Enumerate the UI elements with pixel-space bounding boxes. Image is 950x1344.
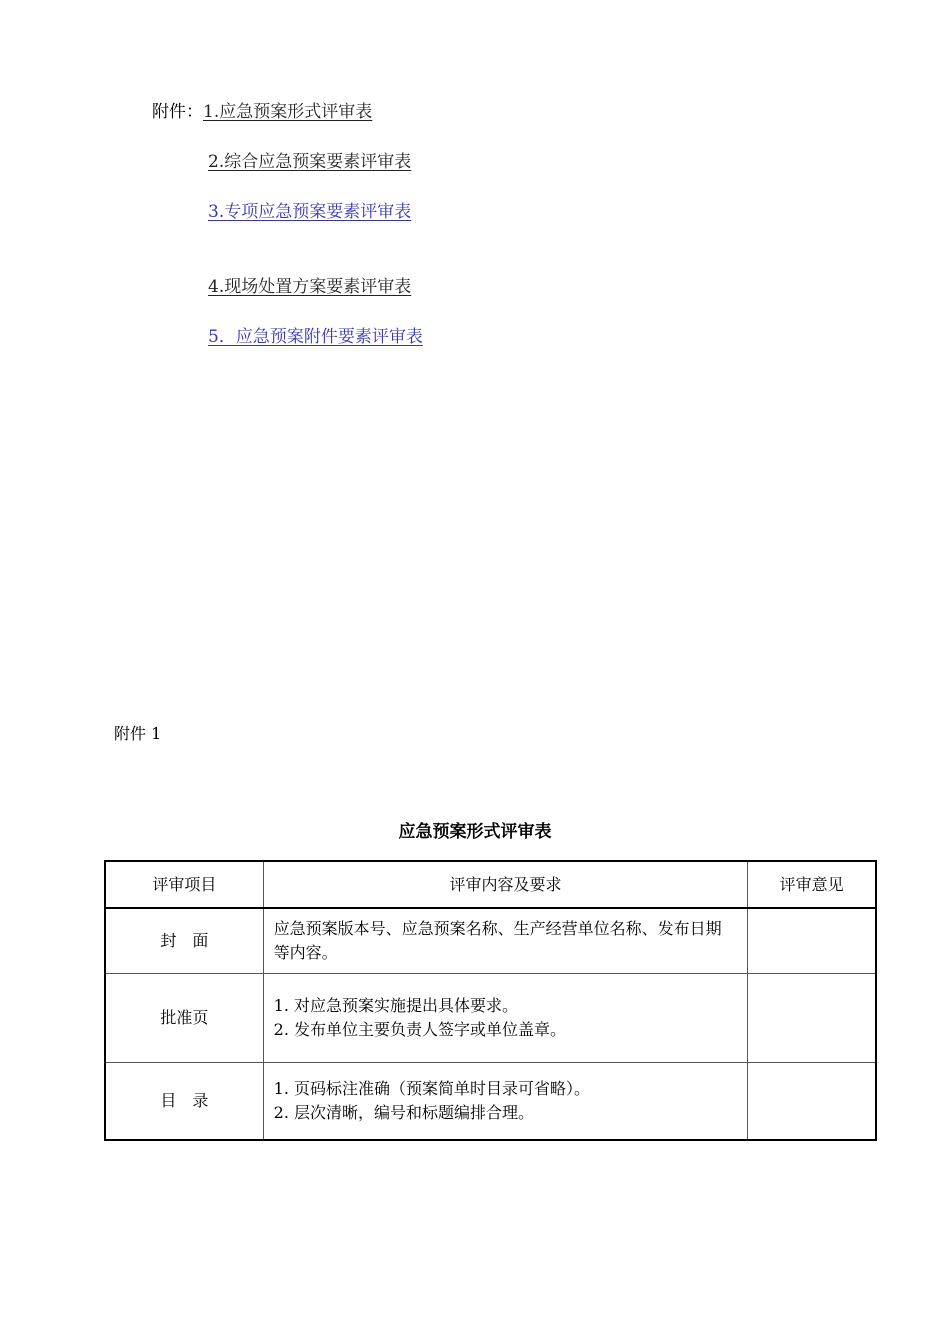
- row-item-cover: 封 面: [105, 908, 263, 974]
- review-table: [104, 860, 877, 1141]
- toc-link-special-review[interactable]: 3.专项应急预案要素评审表: [208, 202, 412, 222]
- table-row: [105, 974, 876, 1063]
- attachment-number-label: 附件 1: [114, 724, 162, 743]
- table-row: [105, 1063, 876, 1141]
- requirement-line: 1. 页码标注准确（预案简单时目录可省略）。: [273, 1079, 591, 1098]
- requirement-line: 2. 层次清晰，编号和标题编排合理。: [273, 1103, 535, 1122]
- row-opinion-approval[interactable]: [748, 974, 876, 1063]
- toc-link-onsite-review[interactable]: 4.现场处置方案要素评审表: [208, 277, 412, 297]
- table-title: 应急预案形式评审表: [398, 822, 552, 842]
- requirement-line: 2. 发布单位主要负责人签字或单位盖章。: [273, 1020, 567, 1039]
- requirement-line: 应急预案版本号、应急预案名称、生产经营单位名称、发布日期等内容。: [273, 919, 722, 962]
- toc-link-appendix-review[interactable]: 5．应急预案附件要素评审表: [208, 327, 423, 347]
- toc-link-form-review[interactable]: 1.应急预案形式评审表: [203, 102, 373, 122]
- attachments-prefix: 附件：: [152, 102, 203, 122]
- row-opinion-cover[interactable]: [748, 908, 876, 974]
- row-content-approval: [263, 974, 748, 1063]
- row-opinion-contents[interactable]: [748, 1063, 876, 1141]
- row-item-approval: 批准页: [105, 974, 263, 1063]
- toc-link-comprehensive-review[interactable]: 2.综合应急预案要素评审表: [208, 152, 412, 172]
- row-content-cover: [263, 908, 748, 974]
- table-row: [105, 908, 876, 974]
- header-review-item: 评审项目: [105, 861, 263, 908]
- row-content-contents: [263, 1063, 748, 1141]
- row-item-contents: 目 录: [105, 1063, 263, 1141]
- header-review-opinion: 评审意见: [748, 861, 876, 908]
- requirement-line: 1. 对应急预案实施提出具体要求。: [273, 996, 519, 1015]
- table-header-row: [105, 861, 876, 908]
- header-review-content: 评审内容及要求: [263, 861, 748, 908]
